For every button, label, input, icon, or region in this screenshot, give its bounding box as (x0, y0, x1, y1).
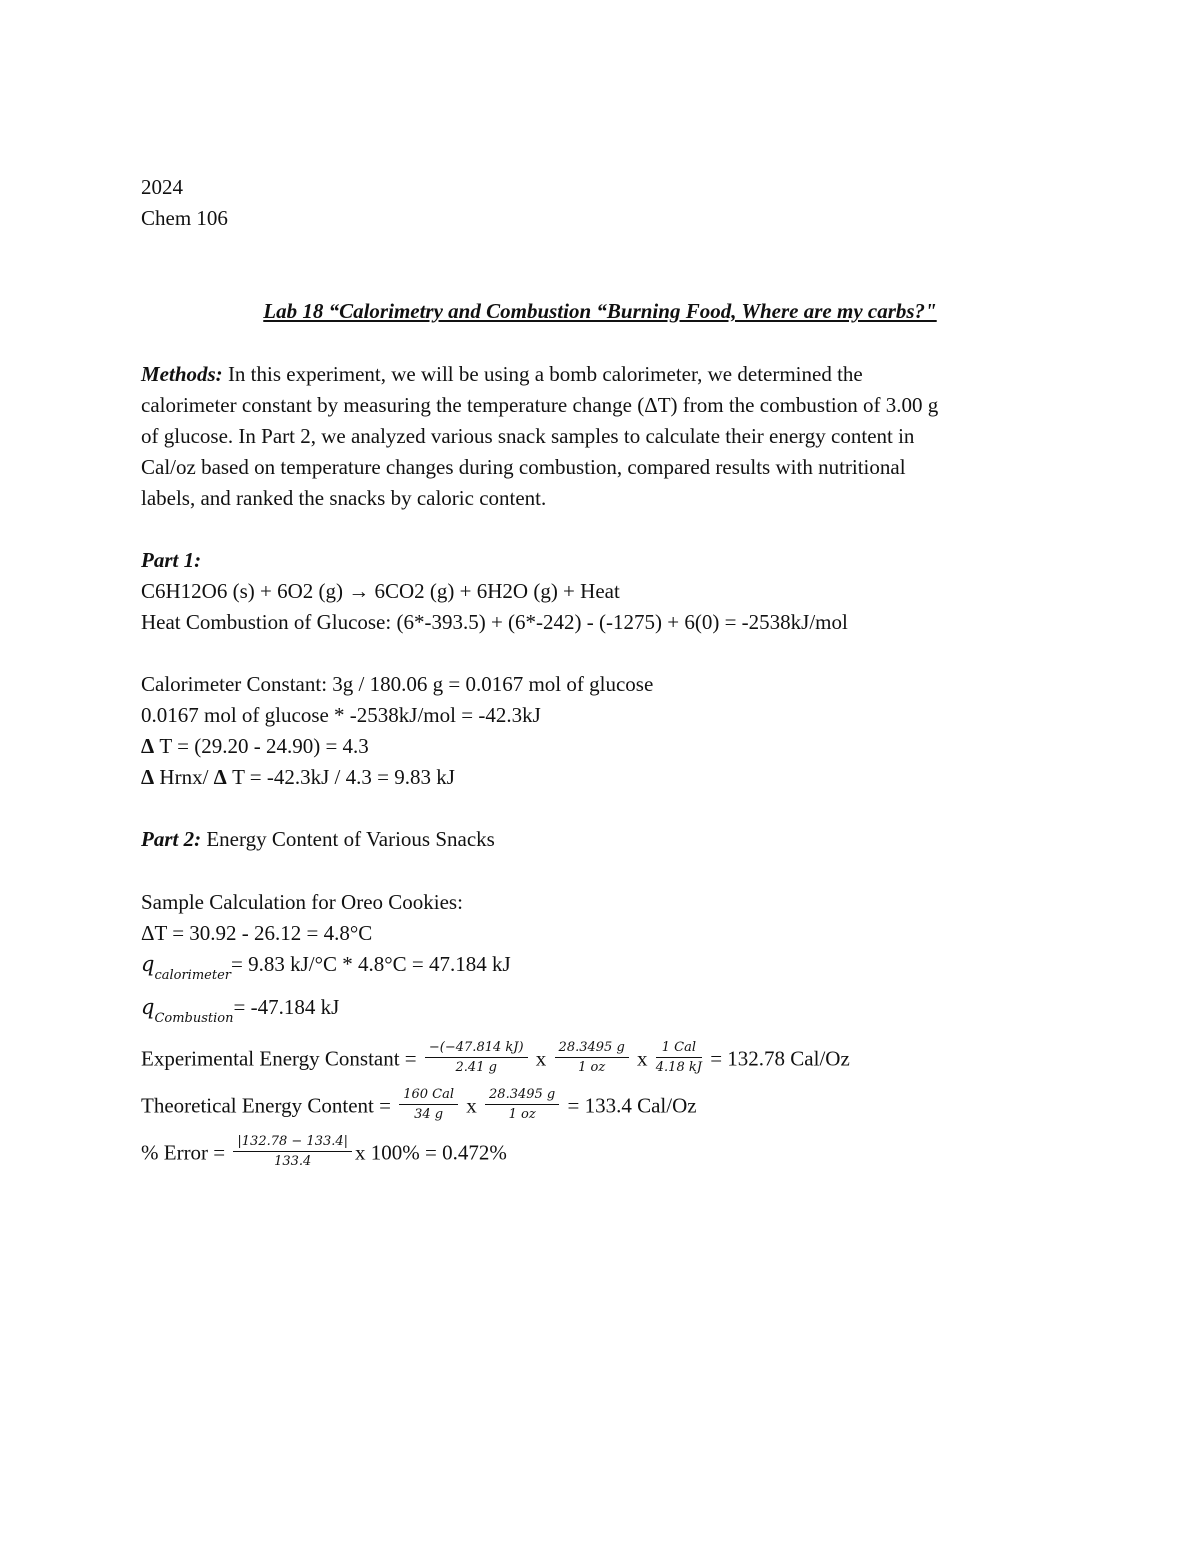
methods-line-3: of glucose. In Part 2, we analyzed various snack samples to calculate their energy content in (141, 424, 915, 448)
fraction (485, 1086, 559, 1123)
fraction-denominator: 1 oz (578, 1060, 606, 1075)
q-combustion-subscript: Combustion (154, 1011, 234, 1026)
fraction-numerator: −(−47.814 kJ) (425, 1039, 528, 1058)
methods-text-1: In this experiment, we will be using a bomb calorimeter, we determined the (222, 362, 863, 386)
percent-error (141, 1136, 507, 1173)
times-sign: x (631, 1046, 653, 1071)
delta-symbol: Δ (141, 734, 155, 758)
q-calorimeter-value: = 9.83 kJ/°C * 4.8°C = 47.184 kJ (231, 952, 511, 976)
methods-label: Methods: (141, 362, 223, 386)
fraction-numerator: 28.3495 g (485, 1086, 559, 1105)
part2-label: Part 2: (141, 827, 202, 851)
methods-line-5: labels, and ranked the snacks by caloric content. (141, 486, 547, 510)
mol-glucose: 0.0167 mol of glucose * -2538kJ/mol = -42.3kJ (141, 703, 541, 727)
delta-h (141, 764, 455, 790)
fraction (399, 1086, 458, 1123)
fraction-denominator: 133.4 (274, 1154, 312, 1169)
part2-heading (141, 826, 495, 852)
combustion-equation: C6H12O6 (s) + 6O2 (g) → 6CO2 (g) + 6H2O (g) + Heat (141, 579, 620, 603)
part2-heading-text: Energy Content of Various Snacks (201, 827, 495, 851)
theoretical-result: = 133.4 Cal/Oz (562, 1093, 697, 1118)
fraction-denominator: 34 g (414, 1107, 444, 1122)
fraction-denominator: 4.18 kJ (655, 1060, 702, 1075)
delta-symbol: Δ (141, 765, 155, 789)
experimental-result: = 132.78 Cal/Oz (704, 1046, 850, 1071)
error-result: x 100% = 0.472% (355, 1140, 507, 1165)
theoretical-label: Theoretical Energy Content = (141, 1093, 397, 1118)
q-combustion-value: = -47.184 kJ (233, 995, 340, 1019)
q-calorimeter-subscript: calorimeter (154, 968, 231, 983)
calorimeter-constant: Calorimeter Constant: 3g / 180.06 g = 0.0167 mol of glucose (141, 672, 654, 696)
q-symbol: q (141, 995, 155, 1019)
fraction-numerator: |132.78 − 133.4| (233, 1133, 352, 1152)
q-calorimeter (141, 951, 511, 981)
delta-h-mid: Hrnx/ (154, 765, 214, 789)
experimental-energy (141, 1042, 850, 1079)
year: 2024 (141, 175, 183, 199)
q-symbol: q (141, 952, 155, 976)
delta-h-rest: T = -42.3kJ / 4.3 = 9.83 kJ (226, 765, 455, 789)
delta-t-glucose (141, 733, 369, 759)
times-sign: x (461, 1093, 483, 1118)
methods-line-1 (141, 361, 863, 387)
q-combustion (141, 994, 339, 1024)
delta-symbol: Δ (213, 765, 227, 789)
fraction (656, 1039, 702, 1076)
fraction (425, 1039, 528, 1076)
fraction-numerator: 28.3495 g (555, 1039, 629, 1058)
fraction-numerator: 1 Cal (656, 1039, 702, 1058)
sample-title: Sample Calculation for Oreo Cookies: (141, 890, 463, 914)
experimental-label: Experimental Energy Constant = (141, 1046, 422, 1071)
part1-label: Part 1: (141, 548, 202, 572)
delta-t-oreo: ΔT = 30.92 - 26.12 = 4.8°C (141, 921, 373, 945)
course: Chem 106 (141, 206, 228, 230)
error-label: % Error = (141, 1140, 231, 1165)
fraction (233, 1133, 352, 1170)
fraction-numerator: 160 Cal (399, 1086, 458, 1105)
methods-line-4: Cal/oz based on temperature changes during combustion, compared results with nutritional (141, 455, 906, 479)
times-sign: x (530, 1046, 552, 1071)
theoretical-energy (141, 1089, 697, 1126)
delta-t-text: T = (29.20 - 24.90) = 4.3 (154, 734, 369, 758)
methods-line-2: calorimeter constant by measuring the temperature change (ΔT) from the combustion of 3.00 g (141, 393, 939, 417)
heat-combustion: Heat Combustion of Glucose: (6*-393.5) + (6*-242) - (-1275) + 6(0) = -2538kJ/mol (141, 610, 848, 634)
fraction-denominator: 1 oz (508, 1107, 536, 1122)
page-title: Lab 18 “Calorimetry and Combustion “Burning Food, Where are my carbs?" (263, 299, 937, 323)
fraction (555, 1039, 629, 1076)
fraction-denominator: 2.41 g (455, 1060, 497, 1075)
